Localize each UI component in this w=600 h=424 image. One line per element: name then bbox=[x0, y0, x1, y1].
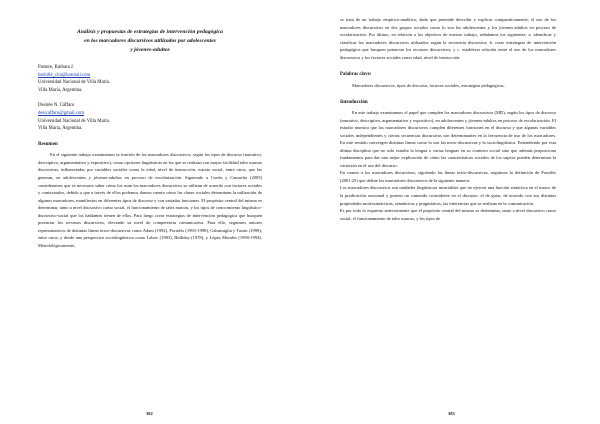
author-city: Villa María, Argentina. bbox=[38, 87, 83, 93]
keywords-text: Marcadores discursivos, tipos de discurso, factores sociales, estrategias pedagógicas. bbox=[352, 82, 505, 88]
intro-paragraph-4: Es por todo lo expuesto anteriormente que el propósito central del mismo es determinar, tanto a nivel discursivo como social, el funcionamiento de tales marcas, y los tipos de bbox=[340, 208, 556, 221]
continued-paragraph: se trata de un trabajo empírico-analítico, dado que pretende describir y explicar comparativamente, el uso de los marcadores discursivos en dos grupos sociales como lo son los adolescentes y los jóvenes-adultos en proceso de escolarización. Por último, en relación a los objetivos de nuestro trabajo, señalamos los siguientes: a. identificar y clasificar los marcadores discursivos utilizados según la secuencia discursiva; b. crear estrategias de intervención pedagógica que busquen potenciar los recursos discursivos; y c. establecer relación entre el uso de los marcadores discursivos y los factores sociales como edad, nivel de instrucción. bbox=[340, 17, 556, 60]
title-line-3: y jóvenes-adultos bbox=[130, 47, 170, 53]
title-line-1: Análisis y propuestas de estrategias de intervención pedagógica bbox=[77, 29, 223, 35]
author-email-link[interactable]: barbi04_cba@hotmail.com bbox=[38, 72, 91, 78]
resumen-paragraph: En el siguiente trabajo examinamos la función de los marcadores discursivos, según los tipos de discurso (narrativo, descriptivo, argumentativo y expositivo), como opciones lingüísticas en los que se realizan con mayor facilidad tales marcas discursivas, influenciadas por variables sociales como la edad, nivel de instrucción, estrato social, entre otros, que las generan, en adolescentes y jóvenes-adultos en proceso de escolarización. Siguiendo a Cortés y Camacho (2005) consideramos que es necesario saber cómo los usan los marcadores discursivos se utilizan de acuerdo con factores sociales y contextuales, debido a que a través de ellos podemos darnos cuenta cómo las clases sociales determinan la utilización de algunos marcadores, manifiestos en diferentes tipos de discurso y con variadas funciones. El propósito central del mismo es determinar, tanto a nivel discursivo como social, el funcionamiento de tales marcas, y los tipos de conocimiento lingüístico-discursivo-social que los hablantes tienen de ellos. Para luego crear estrategias de intervención pedagógica que busquen potenciar los recursos discursivos, elevando su nivel de competencia comunicativa. Para ello, seguimos autores representativos de distintas líneas texto-discursivas como Adam (1992), Portolés (1993-1998), Calsamiglia y Tusón (1999); entre otros; y desde una perspectiva sociolingüística como Labov (1983), Halliday (1978), y López Morales (1990-1994). Metodológicamente, bbox=[38, 152, 262, 248]
author-name: Pastore, Bárbara J. bbox=[38, 65, 74, 70]
intro-paragraph-2: En cuanto a los marcadores discursivos, siguiendo las líneas texto-discursivas, seguimos la definición de Portolés (2001:25) que define los marcadores discursivos de la siguiente manera: bbox=[340, 170, 556, 183]
author-university: Universidad Nacional de Villa María. bbox=[38, 118, 110, 124]
author-block-1 bbox=[38, 64, 262, 94]
right-page bbox=[300, 0, 600, 424]
author-name: Desirée N. Cáffaro bbox=[38, 103, 75, 109]
article-title bbox=[38, 28, 262, 55]
page-number-right: 383 bbox=[448, 411, 455, 416]
author-block-2 bbox=[38, 102, 262, 132]
keywords-heading: Palabras clave: bbox=[340, 72, 372, 78]
author-city: Villa María, Argentina. bbox=[38, 126, 83, 132]
resumen-heading: Resumen bbox=[38, 141, 58, 147]
introduction-heading: Introducción bbox=[340, 100, 368, 106]
author-university: Universidad Nacional de Villa María. bbox=[38, 80, 110, 86]
intro-paragraph-1: En este trabajo examinamos el papel que cumplen los marcadores discursivos (MD), según los tipos de discurso (narrativo, descriptivo, argumentativo y expositivo), en adolescentes y jóvenes-adultos en proceso de escolarización. El estudio muestra que los marcadores discursivos cumplen diferentes funciones en el discurso y que algunas variables sociales independientes y ciertas secuencias discursivas son determinantes en la frecuencia de uso de los marcadores. En este sentido convergen distintas líneas como lo son las texto-discursivas y la sociolingüística. Entendiendo por esta última disciplina que no solo estudia la lengua o varias lenguas en su contexto social sino que además proporciona fundamentos para dar una mejor explicación de cómo las características sociales de los sujetos pueden determinar la variación en el uso del discurso. bbox=[340, 110, 556, 168]
author-email-link[interactable]: desicaffaro@gmail.com bbox=[38, 110, 85, 116]
intro-quote: Los marcadores discursivos son unidades lingüísticas invariables que no ejercen una función sintáctica en el marco de la predicación oracional y poseen un cometido coincidente en el discurso: el de guiar, de acuerdo con sus distintas propiedades morfosintácticas, semánticas y pragmáticas, las inferencias que se realizan en la comunicación. bbox=[340, 185, 556, 206]
page-number-left: 382 bbox=[146, 411, 153, 416]
title-line-2: en los marcadores discursivos utilizados por adolescentes bbox=[84, 38, 216, 44]
